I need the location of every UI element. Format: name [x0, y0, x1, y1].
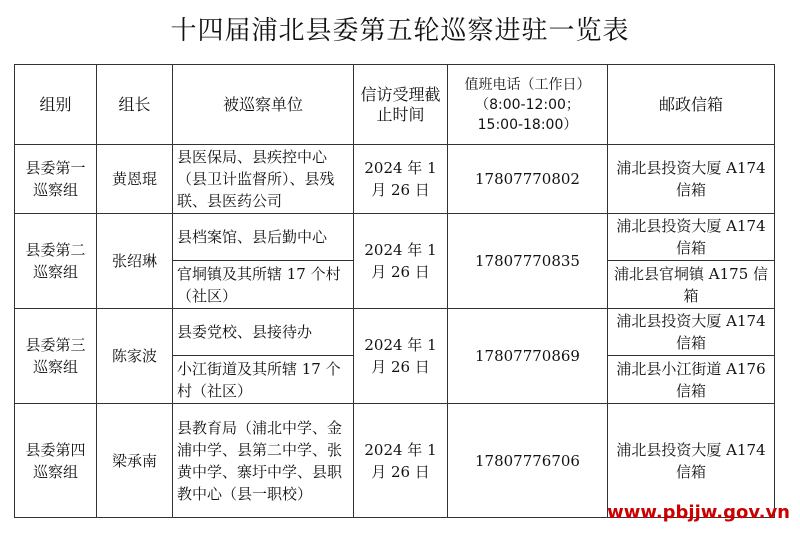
mailbox-cell: 浦北县投资大厦 A174 信箱 — [608, 145, 775, 214]
mailbox-cell: 浦北县官垌镇 A175 信箱 — [608, 261, 775, 309]
unit-cell: 县委党校、县接待办 — [173, 309, 354, 356]
header-row — [15, 65, 775, 145]
header-leader: 组长 — [97, 65, 173, 145]
inspection-table — [14, 64, 775, 518]
unit-cell: 小江街道及其所辖 17 个村（社区） — [173, 356, 354, 404]
group-cell: 县委第三巡察组 — [15, 309, 97, 404]
phone-cell: 17807770869 — [448, 309, 608, 404]
unit-cell: 县医保局、县疾控中心（县卫计监督所）、县残联、县医药公司 — [173, 145, 354, 214]
deadline-cell: 2024 年 1 月 26 日 — [354, 404, 448, 518]
phone-cell: 17807770835 — [448, 214, 608, 309]
group-cell: 县委第一巡察组 — [15, 145, 97, 214]
unit-cell: 官垌镇及其所辖 17 个村（社区） — [173, 261, 354, 309]
leader-cell: 张绍琳 — [97, 214, 173, 309]
leader-cell: 黄恩琨 — [97, 145, 173, 214]
deadline-cell: 2024 年 1 月 26 日 — [354, 145, 448, 214]
unit-cell: 县档案馆、县后勤中心 — [173, 214, 354, 261]
mailbox-cell: 浦北县投资大厦 A174 信箱 — [608, 309, 775, 356]
table-row — [15, 145, 775, 214]
watermark: www.pbjjw.gov.vn — [607, 502, 790, 523]
unit-cell: 县教育局（浦北中学、金浦中学、县第二中学、张黄中学、寨圩中学、县职教中心（县一职校） — [173, 404, 354, 518]
header-time — [354, 65, 448, 145]
header-phone-title: 值班电话（工作日） — [464, 76, 591, 93]
deadline-cell: 2024 年 1 月 26 日 — [354, 309, 448, 404]
phone-cell: 17807770802 — [448, 145, 608, 214]
group-cell: 县委第四巡察组 — [15, 404, 97, 518]
header-phone-hours-1: （8:00-12:00； — [475, 96, 580, 113]
mailbox-cell: 浦北县小江街道 A176 信箱 — [608, 356, 775, 404]
deadline-cell: 2024 年 1 月 26 日 — [354, 214, 448, 309]
header-group: 组别 — [15, 65, 97, 145]
mailbox-cell: 浦北县投资大厦 A174 信箱 — [608, 404, 775, 518]
header-time-text: 信访受理截止时间 — [360, 84, 441, 124]
page-title: 十四届浦北县委第五轮巡察进驻一览表 — [170, 16, 630, 46]
table-row — [15, 214, 775, 261]
group-cell: 县委第二巡察组 — [15, 214, 97, 309]
leader-cell: 梁承南 — [97, 404, 173, 518]
mailbox-cell: 浦北县投资大厦 A174 信箱 — [608, 214, 775, 261]
header-phone-hours-2: 15:00-18:00） — [477, 116, 578, 133]
header-phone — [448, 65, 608, 145]
table-row — [15, 309, 775, 356]
leader-cell: 陈家波 — [97, 309, 173, 404]
header-unit: 被巡察单位 — [173, 65, 354, 145]
table-row — [15, 404, 775, 518]
header-mailbox: 邮政信箱 — [608, 65, 775, 145]
phone-cell: 17807776706 — [448, 404, 608, 518]
